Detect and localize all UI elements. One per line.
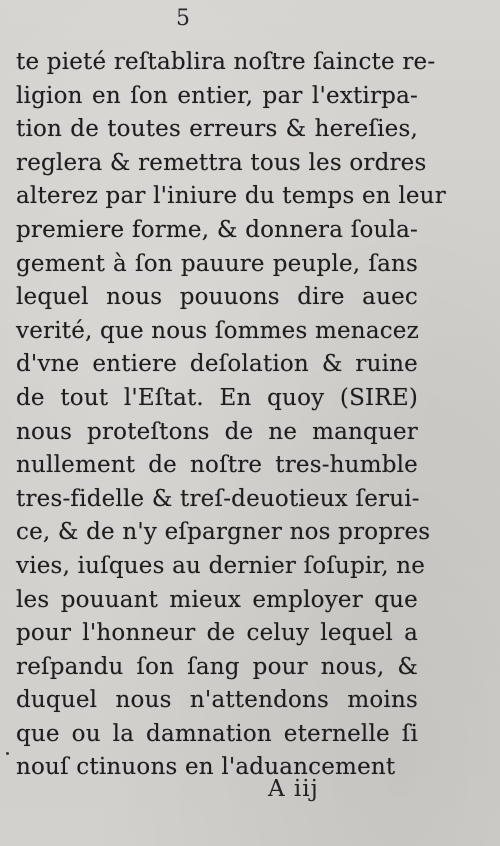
- text-line: que ou la damnation eternelle ſi: [16, 720, 418, 747]
- text-line: alterez par l'iniure du temps en leur: [16, 183, 446, 210]
- text-line: lequel nous pouuons dire auec: [16, 284, 418, 311]
- text-line: reglera & remettra tous les ordres: [16, 149, 427, 176]
- text-line: nous proteſtons de ne manquer: [16, 418, 418, 445]
- signature-mark: A iij: [268, 776, 319, 802]
- text-line: pour l'honneur de celuy lequel a: [16, 620, 418, 647]
- text-line: duquel nous n'attendons moins: [16, 687, 418, 714]
- text-line: te pieté reſtablira noſtre ſaincte re-: [16, 49, 436, 75]
- text-line: ce, & de n'y eſpargner nos propres: [16, 519, 431, 546]
- text-line: premiere forme, & donnera ſoula-: [16, 216, 418, 243]
- text-line: d'vne entiere deſolation & ruine: [16, 351, 418, 378]
- text-line: les pouuant mieux employer que: [16, 586, 418, 613]
- text-line: de tout l'Eſtat. En quoy (SIRE): [16, 384, 418, 411]
- text-line: gement à ſon pauure peuple, ſans: [16, 250, 418, 277]
- text-line: vies, iuſques au dernier ſoſupir, ne: [16, 552, 426, 579]
- text-line: ligion en ſon entier, par l'extirpa-: [16, 82, 418, 109]
- page-number: 5: [176, 6, 190, 31]
- text-line: verité, que nous ſommes menacez: [16, 317, 419, 344]
- text-line: tion de toutes erreurs & hereſies,: [16, 116, 418, 143]
- text-line: nouſ ctinuons en l'aduancement: [16, 754, 396, 781]
- body-text: [16, 46, 446, 785]
- text-line: reſpandu ſon ſang pour nous, &: [16, 653, 418, 680]
- text-line: nullement de noſtre tres-humble: [16, 452, 418, 479]
- text-line: tres-fidelle & treſ-deuotieux ſerui-: [16, 485, 420, 512]
- ink-speck: [6, 752, 9, 755]
